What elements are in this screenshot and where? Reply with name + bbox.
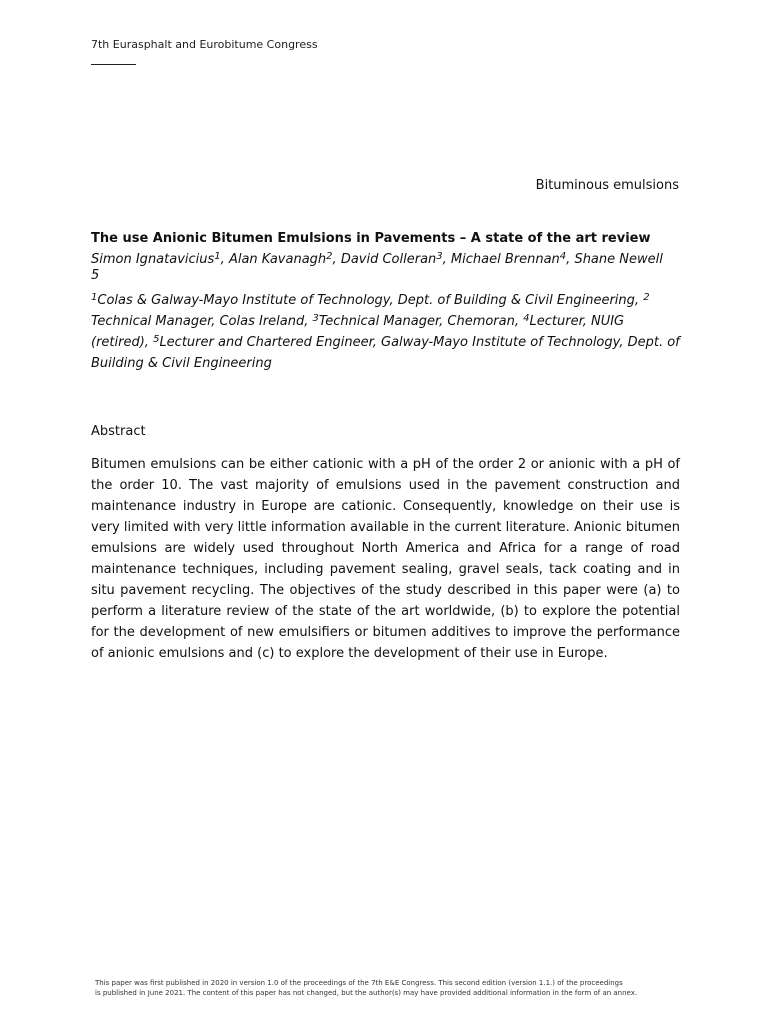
affiliation-text: Colas & Galway-Mayo Institute of Technology, Dept. of Building & Civil Engineering, — [97, 293, 644, 308]
affiliation-number: 4 — [523, 313, 530, 324]
affiliation-text: Lecturer and Chartered Engineer, Galway-Mayo Institute of Technology, Dept. of Building & Civil Engineering — [91, 335, 680, 371]
author-list: Simon Ignatavicius$^1$, Alan Kavanagh$^2$, David Colleran$^3$, Michael Brennan$^4$, Shane Newell 5 — [91, 251, 663, 283]
author-name: David Colleran — [340, 252, 437, 267]
author-affiliation-number: 3 — [436, 251, 443, 262]
author-affiliation-number: 2 — [326, 251, 333, 262]
affiliation-number: 2 — [643, 292, 650, 303]
paper-title: The use Anionic Bitumen Emulsions in Pavements – A state of the art review — [91, 231, 651, 246]
header-rule — [91, 64, 136, 65]
author-name: Shane Newell — [574, 252, 663, 267]
author-affiliation-number: 1 — [214, 251, 221, 262]
affiliation-list — [91, 290, 681, 374]
affiliation-text: Lecturer, NUIG (retired), — [91, 314, 625, 350]
affiliation-number: 3 — [312, 313, 319, 324]
affiliation-text: Technical Manager, Chemoran, — [318, 314, 524, 329]
edition-footnote — [95, 978, 695, 998]
affiliation-number: 1 — [91, 292, 98, 303]
author-name: Alan Kavanagh — [228, 252, 327, 267]
author-affiliation-number: 4 — [559, 251, 567, 262]
footnote-line: This paper was first published in 2020 in version 1.0 of the proceedings of the 7th E&E Congress. This second edition (version 1.1.) of the proceedings — [95, 979, 623, 987]
affiliation-number: 5 — [153, 334, 160, 345]
running-header: 7th Eurasphalt and Eurobitume Congress — [91, 38, 318, 51]
author-name: Simon Ignatavicius — [91, 252, 215, 267]
author-name: Michael Brennan — [450, 252, 560, 267]
affiliation-text: Technical Manager, Colas Ireland, — [91, 314, 313, 329]
abstract-heading: Abstract — [91, 424, 146, 439]
author-affiliation-number: 5 — [91, 268, 100, 283]
footnote-line: is published in June 2021. The content of this paper has not changed, but the author(s) may have provided additional information in the form of an annex. — [95, 989, 638, 997]
topic-label: Bituminous emulsions — [535, 178, 679, 193]
abstract-body: Bitumen emulsions can be either cationic with a pH of the order 2 or anionic with a pH of the order 10. The vast majority of emulsions used in the pavement construction and maintenance industry in Europe are cationic. Consequently, knowledge on their use is very limited with very little information available in the current literature. Anionic bitumen emulsions are widely used throughout North America and Africa for a range of road maintenance techniques, including pavement sealing, gravel seals, tack coating and in situ pavement recycling. The objectives of the study described in this paper were (a) to perform a literature review of the state of the art worldwide, (b) to explore the potential for the development of new emulsifiers or bitumen additives to improve the performance of anionic emulsions and (c) to explore the development of their use in Europe. — [91, 457, 680, 661]
